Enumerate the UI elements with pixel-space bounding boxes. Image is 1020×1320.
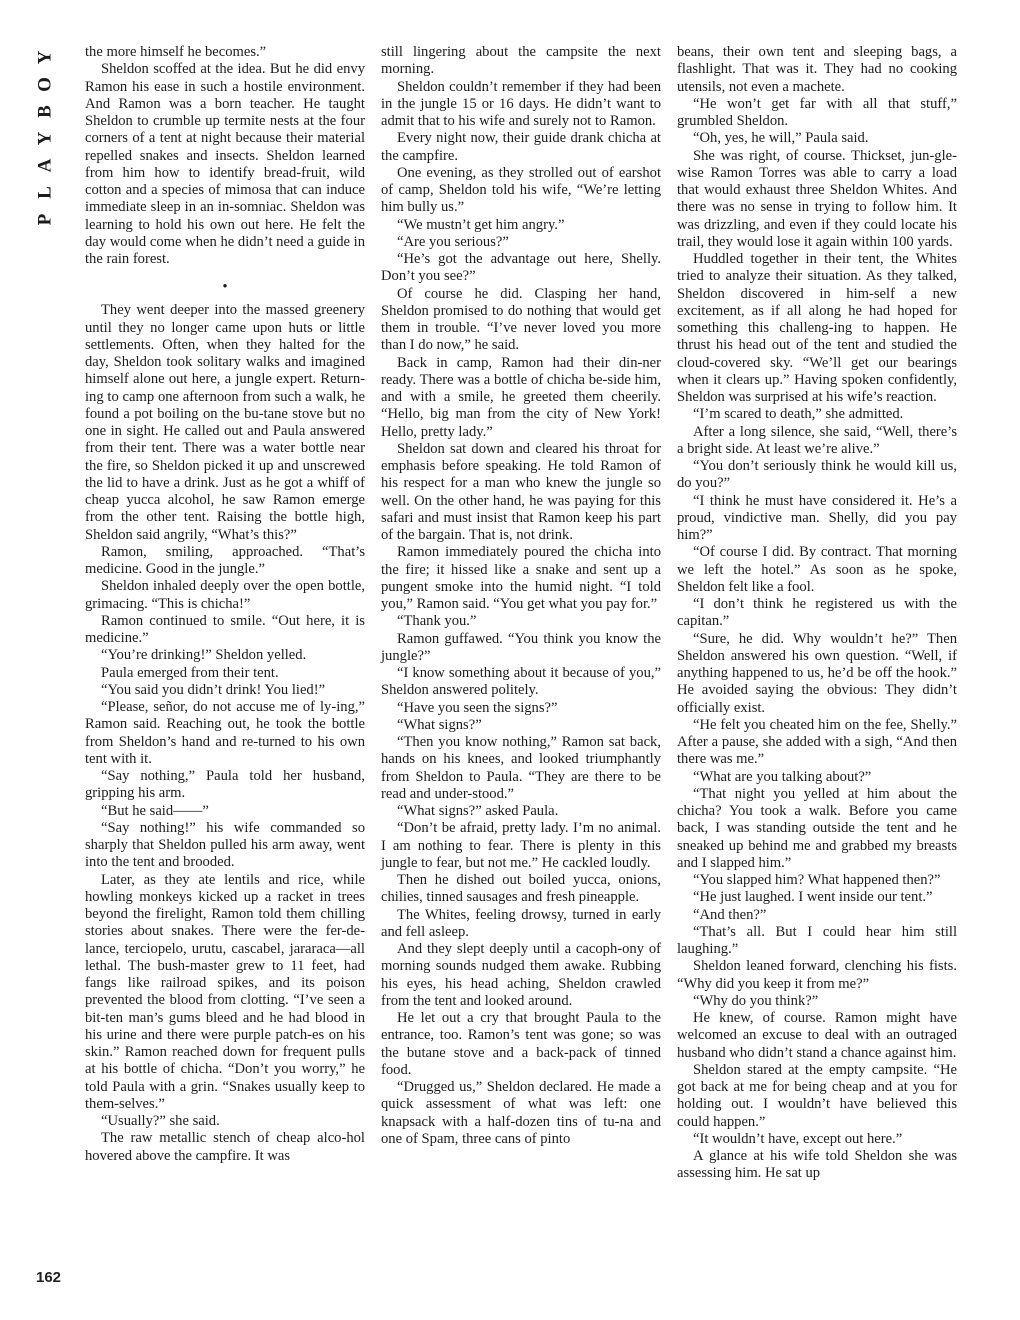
paragraph: Later, as they ate lentils and rice, while howling monkeys kicked up a racket in trees beyond the firelight, Ramon told them chilling stories about snakes. There were the fer-de-lance, terciopelo, urutu, cascabel, jararaca—all lethal. The bush-master grew to 11 feet, had fangs like railroad spikes, and its poison prevented the blood from clotting. “I’ve seen a bit-ten man’s gums bleed and he had blood in his urine and there were purple patch-es on his skin.” Ramon reached down for frequent pulls at his bottle of chicha. “Don’t you worry,” he told Paula with a grin. “Snakes usually keep to them-selves.” (85, 871, 365, 1112)
paragraph: Of course he did. Clasping her hand, Sheldon promised to do nothing that would get them in trouble. “I’ve never loved you more than I do now,” he said. (381, 285, 661, 354)
paragraph: Sheldon leaned forward, clenching his fists. “Why did you keep it from me?” (677, 958, 957, 992)
paragraph: “Thank you.” (397, 613, 477, 630)
paragraph: “I don’t think he registered us with the capitan.” (677, 596, 957, 630)
paragraph: The Whites, feeling drowsy, turned in early and fell asleep. (381, 906, 661, 940)
paragraph: “Drugged us,” Sheldon declared. He made a quick assessment of what was left: one knapsack with a half-dozen tins of tu-na and one of Spam, three cans of pinto (381, 1079, 661, 1147)
paragraph: “I think he must have considered it. He’s a proud, vindictive man. Shelly, did you pay him?” (677, 492, 957, 543)
paragraph: And they slept deeply until a cacoph-ony of morning sounds nudged them awake. Rubbing his eyes, his head aching, Sheldon crawled from the tent and looked around. (381, 941, 661, 1009)
paragraph: “You said you didn’t drink! You lied!” (101, 681, 326, 698)
paragraph: beans, their own tent and sleeping bags, a flashlight. That was it. They had no cooking utensils, not even a machete. (677, 44, 957, 95)
magazine-letter: L (34, 186, 56, 199)
paragraph: “Oh, yes, he will,” Paula said. (693, 130, 869, 147)
paragraph: Sheldon stared at the empty campsite. “He got back at me for being cheap and at you for holding out. I wouldn’t have believed this could happen.” (677, 1061, 957, 1130)
magazine-name-vertical (30, 44, 60, 233)
paragraph: “Sure, he did. Why wouldn’t he?” Then Sheldon answered his own question. “Well, if anything happened to us, he’d be off the hook.” He avoided saying the obvious: They didn’t officially exist. (677, 630, 957, 716)
paragraph: A glance at his wife told Sheldon she was assessing him. He sat up (677, 1148, 957, 1182)
paragraph: Ramon guffawed. “You think you know the jungle?” (381, 630, 661, 664)
paragraph: “Why do you think?” (693, 992, 819, 1009)
magazine-letter: O (34, 77, 56, 92)
paragraph: “He won’t get far with all that stuff,” grumbled Sheldon. (677, 95, 957, 129)
paragraph: Sheldon inhaled deeply over the open bottle, grimacing. “This is chicha!” (85, 578, 365, 612)
paragraph: “Are you serious?” (397, 233, 509, 250)
paragraph: Ramon continued to smile. “Out here, it is medicine.” (85, 612, 365, 646)
paragraph: After a long silence, she said, “Well, there’s a bright side. At least we’re alive.” (677, 423, 957, 457)
paragraph: “What signs?” (397, 716, 482, 733)
paragraph: “But he said——” (101, 802, 209, 819)
paragraph: “You’re drinking!” Sheldon yelled. (101, 647, 307, 664)
text-column-2 (381, 44, 661, 1148)
paragraph: Sheldon couldn’t remember if they had been in the jungle 15 or 16 days. He didn’t want to admit that to his wife and surely not to Ramon. (381, 78, 661, 129)
magazine-letter: A (34, 158, 56, 173)
paragraph: Every night now, their guide drank chicha at the campfire. (381, 130, 661, 164)
page-number: 162 (36, 1269, 62, 1286)
magazine-letter: Y (34, 131, 56, 146)
paragraph: Then he dished out boiled yucca, onions, chilies, tinned sausages and fresh pineapple. (381, 872, 661, 906)
paragraph: “Of course I did. By contract. That morning we left the hotel.” As soon as he spoke, Sheldon felt like a fool. (677, 544, 957, 595)
paragraph: Back in camp, Ramon had their din-ner ready. There was a bottle of chicha be-side him, and with a smile, he greeted them cheerily. “Hello, big man from the city of New York! Hello, pretty lady.” (381, 354, 661, 440)
paragraph: “He just laughed. I went inside our tent.” (693, 889, 933, 906)
paragraph: Sheldon scoffed at the idea. But he did envy Ramon his ease in such a hostile environment. And Ramon was a born teacher. He taught Sheldon to crumble up termite nests at the four corners of a tent at night because their material repelled snakes and insects. Sheldon learned from him how to identify bread-fruit, wild cotton and a species of mimosa that can induce immediate sleep in an in-somniac. Sheldon was learning to hold his own out here. He felt the day would come when he didn’t need a guide in the rain forest. (85, 61, 365, 267)
paragraph: He knew, of course. Ramon might have welcomed an excuse to deal with an outraged husband who didn’t stand a chance against him. (677, 1010, 957, 1061)
paragraph: “You slapped him? What happened then?” (693, 872, 941, 888)
paragraph: Huddled together in their tent, the Whites tried to analyze their situation. As they talked, Sheldon discovered in him-self a new excitement, as if all along he had hoped for something this challeng-ing to happen. He thrust his head out of the tent and studied the cloud-covered sky. “We’ll get our bearings when it clears up.” Having spoken confidently, Sheldon was surprised at his wife’s reaction. (677, 251, 957, 405)
paragraph: “Don’t be afraid, pretty lady. I’m no animal. I am nothing to fear. There is plenty in this jungle to fear, but not me.” He cackled loudly. (381, 820, 661, 871)
paragraph: “What are you talking about?” (693, 768, 872, 785)
paragraph: “He’s got the advantage out here, Shelly. Don’t you see?” (381, 251, 661, 285)
text-column-3 (677, 44, 957, 1183)
paragraph: “Say nothing!” his wife commanded so sharply that Sheldon pulled his arm away, went into the tent and brooded. (85, 819, 365, 871)
section-break-bullet (85, 268, 365, 302)
magazine-letter: B (34, 105, 56, 118)
magazine-letter: Y (34, 50, 56, 65)
paragraph: “He felt you cheated him on the fee, Shelly.” After a pause, she added with a sigh, “And then there was me.” (677, 716, 957, 768)
paragraph: They went deeper into the massed greenery until they no longer came upon huts or little settlements. Often, when they halted for the day, Sheldon took solitary walks and imagined himself alone out here, a jungle expert. Return-ing to camp one afternoon from such a walk, he found a pot boiling on the bu-tane stove but no one in sight. He called out and Paula answered from their tent. There was a water bottle near the fire, so Sheldon picked it up and unscrewed the lid to have a drink. Just as he got a whiff of cheap yucca alcohol, he saw Ramon emerge from the other tent. Raising the bottle high, Sheldon said angrily, “What’s this?” (85, 302, 365, 543)
paragraph: He let out a cry that brought Paula to the entrance, too. Ramon’s tent was gone; so was the butane stove and a back-pack of tinned food. (381, 1010, 661, 1078)
paragraph: “Say nothing,” Paula told her husband, gripping his arm. (85, 768, 365, 802)
paragraph: Ramon immediately poured the chicha into the fire; it hissed like a snake and sent up a pungent smoke into the humid night. “I told you,” Ramon said. “You get what you pay for.” (381, 544, 661, 612)
paragraph: She was right, of course. Thickset, jun-gle-wise Ramon Torres was able to carry a load that would exhaust three Sheldon Whites. And there was no sense in trying to follow him. It was drizzling, and even if they could locate his trail, they would lose it again within 100 yards. (677, 147, 957, 250)
paragraph: Sheldon sat down and cleared his throat for emphasis before speaking. He told Ramon of his respect for a man who knew the jungle so well. On the other hand, he was paying for this safari and must insist that Ramon keep his part of the bargain. That is, not drink. (381, 440, 661, 543)
paragraph: “That’s all. But I could hear him still laughing.” (677, 923, 957, 957)
magazine-letter: P (34, 213, 56, 226)
paragraph: “What signs?” asked Paula. (397, 803, 559, 819)
paragraph: Ramon, smiling, approached. “That’s medicine. Good in the jungle.” (85, 543, 365, 577)
paragraph: “It wouldn’t have, except out here.” (693, 1130, 903, 1147)
paragraph: still lingering about the campsite the next morning. (381, 44, 661, 78)
paragraph: “Then you know nothing,” Ramon sat back, hands on his knees, and looked triumphantly from Sheldon to Paula. “They are there to be read and under-stood.” (381, 734, 661, 802)
paragraph: “Usually?” she said. (101, 1113, 220, 1129)
paragraph: “I’m scared to death,” she admitted. (693, 406, 904, 423)
paragraph: “You don’t seriously think he would kill us, do you?” (677, 458, 957, 492)
paragraph: Paula emerged from their tent. (101, 664, 279, 681)
paragraph: “We mustn’t get him angry.” (397, 216, 565, 233)
paragraph: “Have you seen the signs?” (397, 699, 558, 716)
paragraph: the more himself he becomes.” (85, 44, 267, 60)
paragraph: “That night you yelled at him about the chicha? You took a walk. Before you came back, I was standing outside the tent and he sneaked up behind me and grabbed my breasts and I slapped him.” (677, 785, 957, 871)
paragraph: “And then?” (693, 906, 767, 923)
text-column-1 (85, 44, 365, 1165)
paragraph: “Please, señor, do not accuse me of ly-ing,” Ramon said. Reaching out, he took the bottle from Sheldon’s hand and re-turned to his own tent with it. (85, 699, 365, 767)
paragraph: One evening, as they strolled out of earshot of camp, Sheldon told his wife, “We’re letting him bully us.” (381, 164, 661, 216)
paragraph: The raw metallic stench of cheap alco-hol hovered above the campfire. It was (85, 1130, 365, 1164)
paragraph: “I know something about it because of you,” Sheldon answered politely. (381, 665, 661, 699)
